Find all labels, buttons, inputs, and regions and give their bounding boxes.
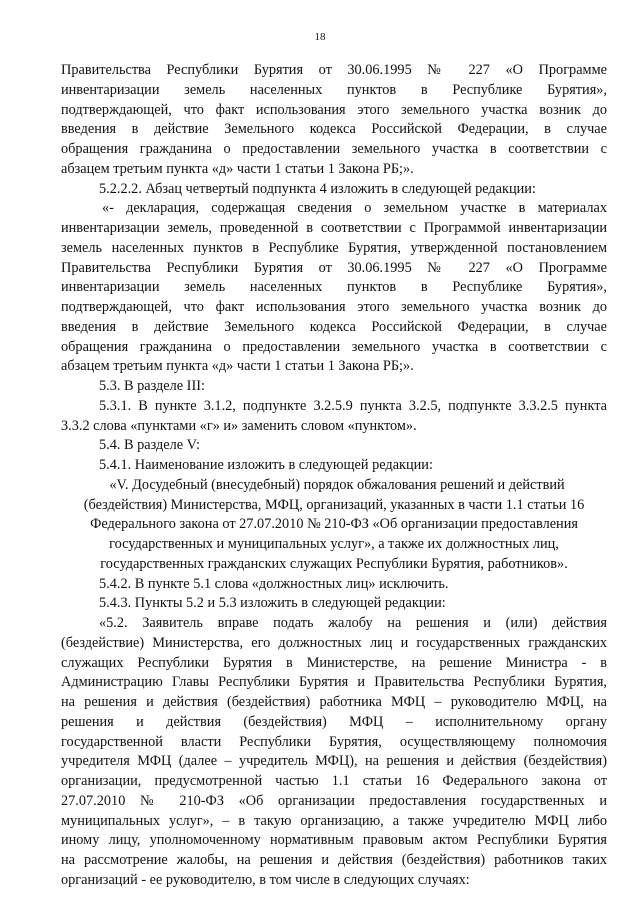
text-line: обращения гражданина о предоставлении земельного участка в соответствии с [61,338,607,355]
text-line: (бездействие) Министерства, его должностных лиц и государственных гражданских [61,634,607,651]
text-line: «- декларация, содержащая сведения о земельном участке в материалах [102,200,607,217]
text-line: организации, предусмотренной частью 1.1 статьи 16 Федерального закона от [61,773,607,789]
text-line: организаций - ее руководителю, в том числе в следующих случаях: [61,871,470,888]
paragraph-heading: 5.2.2.2. Абзац четвертый подпункта 4 изложить в следующей редакции: [99,180,536,197]
text-line: обращения гражданина о предоставлении земельного участка в соответствии с [61,141,607,157]
paragraph-heading: 5.4.2. В пункте 5.1 слова «должностных лиц» исключить. [99,575,449,592]
centered-title-line: (бездействия) Министерства, МФЦ, организаций, указанных в части 1.1 статьи 16 [83,496,585,513]
text-line: введения в действие Земельного кодекса Российской Федерации, в случае [61,121,607,138]
text-line: учредителя МФЦ (далее – учредитель МФЦ), на решения и действия (бездействия) [61,753,607,770]
text-line: земель населенных пунктов в Республике Бурятия, утвержденной постановлением [61,239,607,256]
text-line: государственной власти Республики Бурятия, осуществляющему полномочия [61,733,607,750]
text-line: муниципальных услуг», – в такую организацию, а также учредителю МФЦ либо [61,812,607,829]
text-line: Администрацию Главы Республики Бурятия и Правительства Республики Бурятия, [61,674,607,691]
text-line: абзацем третьим пункта «д» части 1 статьи 1 Закона РБ;». [61,358,414,375]
document-body [61,61,607,891]
text-line: инвентаризации земель населенных пунктов в Республике Бурятия», [61,81,607,98]
text-line: на рассмотрение жалобы, на решения и действия (бездействия) работников таких [61,852,607,868]
section-heading: 5.4. В разделе V: [99,437,200,454]
text-line: 5.3.1. В пункте 3.1.2, подпункте 3.2.5.9 пункта 3.2.5, подпункте 3.3.2.5 пункта [99,397,607,414]
centered-title-line: государственных гражданских служащих Республики Бурятия, работников». [100,555,568,572]
text-line: Правительства Республики Бурятия от 30.06.1995 № 227 «О Программе [61,259,607,276]
centered-title-line: «V. Досудебный (внесудебный) порядок обжалования решений и действий [109,476,565,493]
text-line: подтверждающей, что факт использования этого земельного участка возник до [61,299,607,315]
text-line: 27.07.2010 № 210-ФЗ «Об организации предоставления государственных и [61,792,607,809]
text-line: инвентаризации земель, проведенной в соответствии с Программой инвентаризации [61,220,607,236]
text-line: «5.2. Заявитель вправе подать жалобу на решения и (или) действия [99,615,607,631]
text-line: на решения и действия (бездействия) работника МФЦ – руководителю МФЦ, на [61,694,607,710]
text-line: служащих Республики Бурятия в Министерстве, на решение Министра - в [61,654,607,671]
section-heading: 5.3. В разделе III: [99,378,205,394]
centered-title-line: Федерального закона от 27.07.2010 № 210-ФЗ «Об организации предоставления [90,516,578,533]
text-line: иному лицу, уполномоченному нормативным правовым актом Республики Бурятия [61,832,607,849]
paragraph-heading: 5.4.3. Пункты 5.2 и 5.3 изложить в следующей редакции: [99,595,446,612]
text-line: 3.3.2 слова «пунктами «г» и» заменить словом «пунктом». [61,417,417,434]
text-line: Правительства Республики Бурятия от 30.06.1995 № 227 «О Программе [61,62,607,78]
centered-title-line: государственных и муниципальных услуг», а также их должностных лиц, [109,536,559,552]
text-line: абзацем третьим пункта «д» части 1 статьи 1 Закона РБ;». [61,160,414,177]
text-line: инвентаризации земель населенных пунктов в Республике Бурятия», [61,279,607,296]
text-line: введения в действие Земельного кодекса Российской Федерации, в случае [61,318,607,335]
paragraph-heading: 5.4.1. Наименование изложить в следующей редакции: [99,457,433,473]
page-number: 18 [314,31,326,43]
text-line: подтверждающей, что факт использования этого земельного участка возник до [61,101,607,118]
text-line: решения и действия (бездействия) МФЦ – исполнительному органу [61,713,607,730]
